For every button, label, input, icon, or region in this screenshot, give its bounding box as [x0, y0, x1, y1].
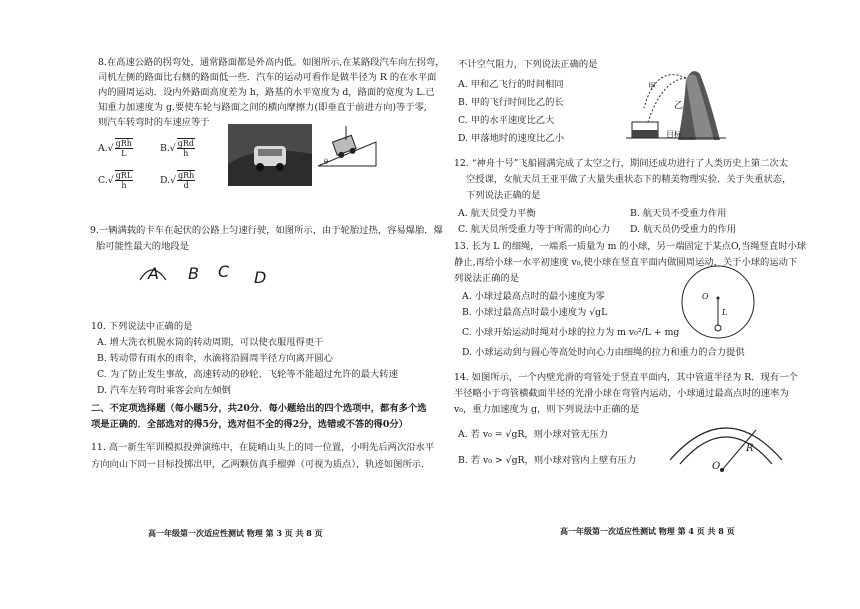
- q12-line-3: 下列说法正确的是: [466, 190, 541, 201]
- q8-line-4: 知重力加速度为 g.要使车轮与路面之间的横向摩擦力(即垂直于前进方向)等于零,: [98, 102, 427, 113]
- q8-line-5: 则汽车转弯时的车速应等于: [98, 117, 210, 128]
- q9-line-1: 9.一辆满载的卡车在起伏的公路上匀速行驶，如图所示，由于轮胎过热，容易爆胎．爆: [90, 225, 443, 236]
- q12-option-c: C. 航天员所受重力等于所需的向心力: [458, 224, 611, 235]
- q10-option-d: D. 汽车左转弯时乘客会向左倾倒: [97, 385, 231, 396]
- q13-option-a: A. 小球过最高点时的最小速度为零: [462, 291, 605, 302]
- q12-option-d: D. 航天员仍受重力的作用: [630, 224, 737, 235]
- q8-car-photo: [228, 124, 312, 186]
- q11-label-yi: 乙: [674, 101, 684, 111]
- q13-circle-figure: [678, 262, 760, 344]
- q11-line-1: 11. 高一新生军训模拟投弹演练中，在陡峭山头上的同一位置，小明先后两次沿水平: [91, 442, 435, 453]
- q11-label-target: 目标: [666, 130, 682, 139]
- q14-line-2: 半径略小于弯管横截面半径的光滑小球在弯管内运动，小球通过最高点时的速率为: [454, 388, 789, 399]
- q9-line-2: 胎可能性最大的地段是: [96, 241, 189, 252]
- q13-line-3: 列说法正确的是: [454, 273, 520, 284]
- q12-line-2: 空授课，女航天员王亚平做了大量失重状态下的精美物理实验．关于失重状态，: [466, 174, 792, 185]
- q13-option-d: D. 小球运动到与圆心等高处时向心力由细绳的拉力和重力的合力提供: [462, 347, 745, 358]
- q9-point-b: B: [188, 264, 199, 283]
- q11-option-a: A. 甲和乙飞行的时间相同: [458, 79, 564, 90]
- left-page-footer: 高一年级第一次适应性测试 物理 第 3 页 共 8 页: [148, 528, 323, 538]
- q11-option-c: C. 甲的水平速度比乙大: [458, 115, 555, 126]
- section-2-heading-1: 二、不定项选择题（每小题5分，共20分．每小题给出的四个选项中，都有多个选: [91, 403, 427, 414]
- q11-option-d: D. 甲落地时的速度比乙小: [458, 133, 565, 144]
- q10-stem: 10. 下列说法中正确的是: [91, 321, 193, 332]
- section-2-heading-2: 项是正确的．全部选对的得5分，选对但不全的得2分，选错或不答的得0分）: [91, 419, 408, 430]
- q14-pipe-figure: [666, 404, 786, 476]
- q10-option-b: B. 转动带有雨水的雨伞，水滴将沿圆周半径方向离开圆心: [97, 353, 333, 364]
- q8-option-d: D.√ $\frac{\text{gRh}}{d}$: [160, 171, 195, 190]
- q14-label-o: O: [712, 461, 721, 472]
- q14-line-3: v₀，重力加速度为 g，则下列说法中正确的是: [454, 404, 640, 415]
- q10-option-a: A. 增大洗衣机脱水筒的转动周期，可以使衣服甩得更干: [97, 337, 324, 348]
- q8-option-b: B.√ $\frac{\text{gRd}}{h}$: [160, 139, 194, 158]
- q11-label-jia: 甲: [648, 82, 656, 91]
- q14-label-r: R: [746, 443, 754, 454]
- q14-option-a: A. 若 v₀ = √gR，则小球对管无压力: [458, 429, 609, 440]
- q13-label-l: L: [722, 308, 728, 317]
- q13-label-o: O: [702, 292, 709, 301]
- q14-option-b: B. 若 v₀ > √gR，则小球对管内上壁有压力: [458, 455, 637, 466]
- q13-option-c: C. 小球开始运动时绳对小球的拉力为 m v₀²/L + mg: [462, 327, 680, 338]
- q9-point-a: A: [148, 264, 159, 283]
- q12-option-b: B. 航天员不受重力作用: [630, 208, 727, 219]
- q11-cont-stem: 不计空气阻力，下列说法正确的是: [458, 59, 598, 70]
- right-page-footer: 高一年级第一次适应性测试 物理 第 4 页 共 8 页: [560, 526, 735, 536]
- q8-option-c: C.√ $\frac{\text{gRL}}{h}$: [98, 171, 133, 190]
- q9-point-d: D: [254, 268, 267, 287]
- q8-option-a: A.√ $\frac{\text{gRh}}{L}$: [98, 139, 132, 158]
- svg-text:θ: θ: [324, 158, 329, 166]
- q13-option-b: B. 小球过最高点时最小速度为 √gL: [462, 307, 608, 318]
- q12-option-a: A. 航天员受力平衡: [458, 208, 536, 219]
- q8-line-3: 内的圆周运动．设内外路面高度差为 h，路基的水平宽度为 d，路面的宽度为 L.已: [98, 87, 435, 98]
- q8-line-2: 司机左侧的路面比右侧的路面低一些．汽车的运动可看作是做半径为 R 的在水平面: [98, 72, 437, 83]
- q10-option-c: C. 为了防止发生事故，高速转动的砂轮、飞轮等不能超过允许的最大转速: [97, 369, 398, 380]
- q9-point-c: C: [218, 262, 230, 281]
- q14-line-1: 14. 如图所示，一个内壁光滑的弯管处于竖直平面内，其中管道半径为 R．现有一个: [454, 372, 798, 383]
- q13-line-1: 13. 长为 L 的细绳，一端系一质量为 m 的小球，另一端固定于某点O,当绳竖直时小球: [454, 241, 807, 252]
- q11-option-b: B. 甲的飞行时间比乙的长: [458, 97, 564, 108]
- q11-line-2: 方向向山下同一目标投掷出甲，乙两颗仿真手榴弹（可视为质点），轨迹如图所示．: [91, 459, 431, 470]
- right-page: [440, 0, 860, 609]
- q8-slope-diagram: [316, 120, 378, 170]
- q12-line-1: 12. “神舟十号”飞船圆满完成了太空之行，期间还成功进行了人类历史上第二次太: [454, 158, 789, 169]
- q13-line-2: 静止,再给小球一水平初速度 v₀,使小球在竖直平面内做圆周运动，关于小球的运动下: [454, 257, 798, 268]
- q8-line-1: 8.在高速公路的拐弯处，通常路面都是外高内低。如图所示,在某路段汽车向左拐弯，: [98, 57, 445, 68]
